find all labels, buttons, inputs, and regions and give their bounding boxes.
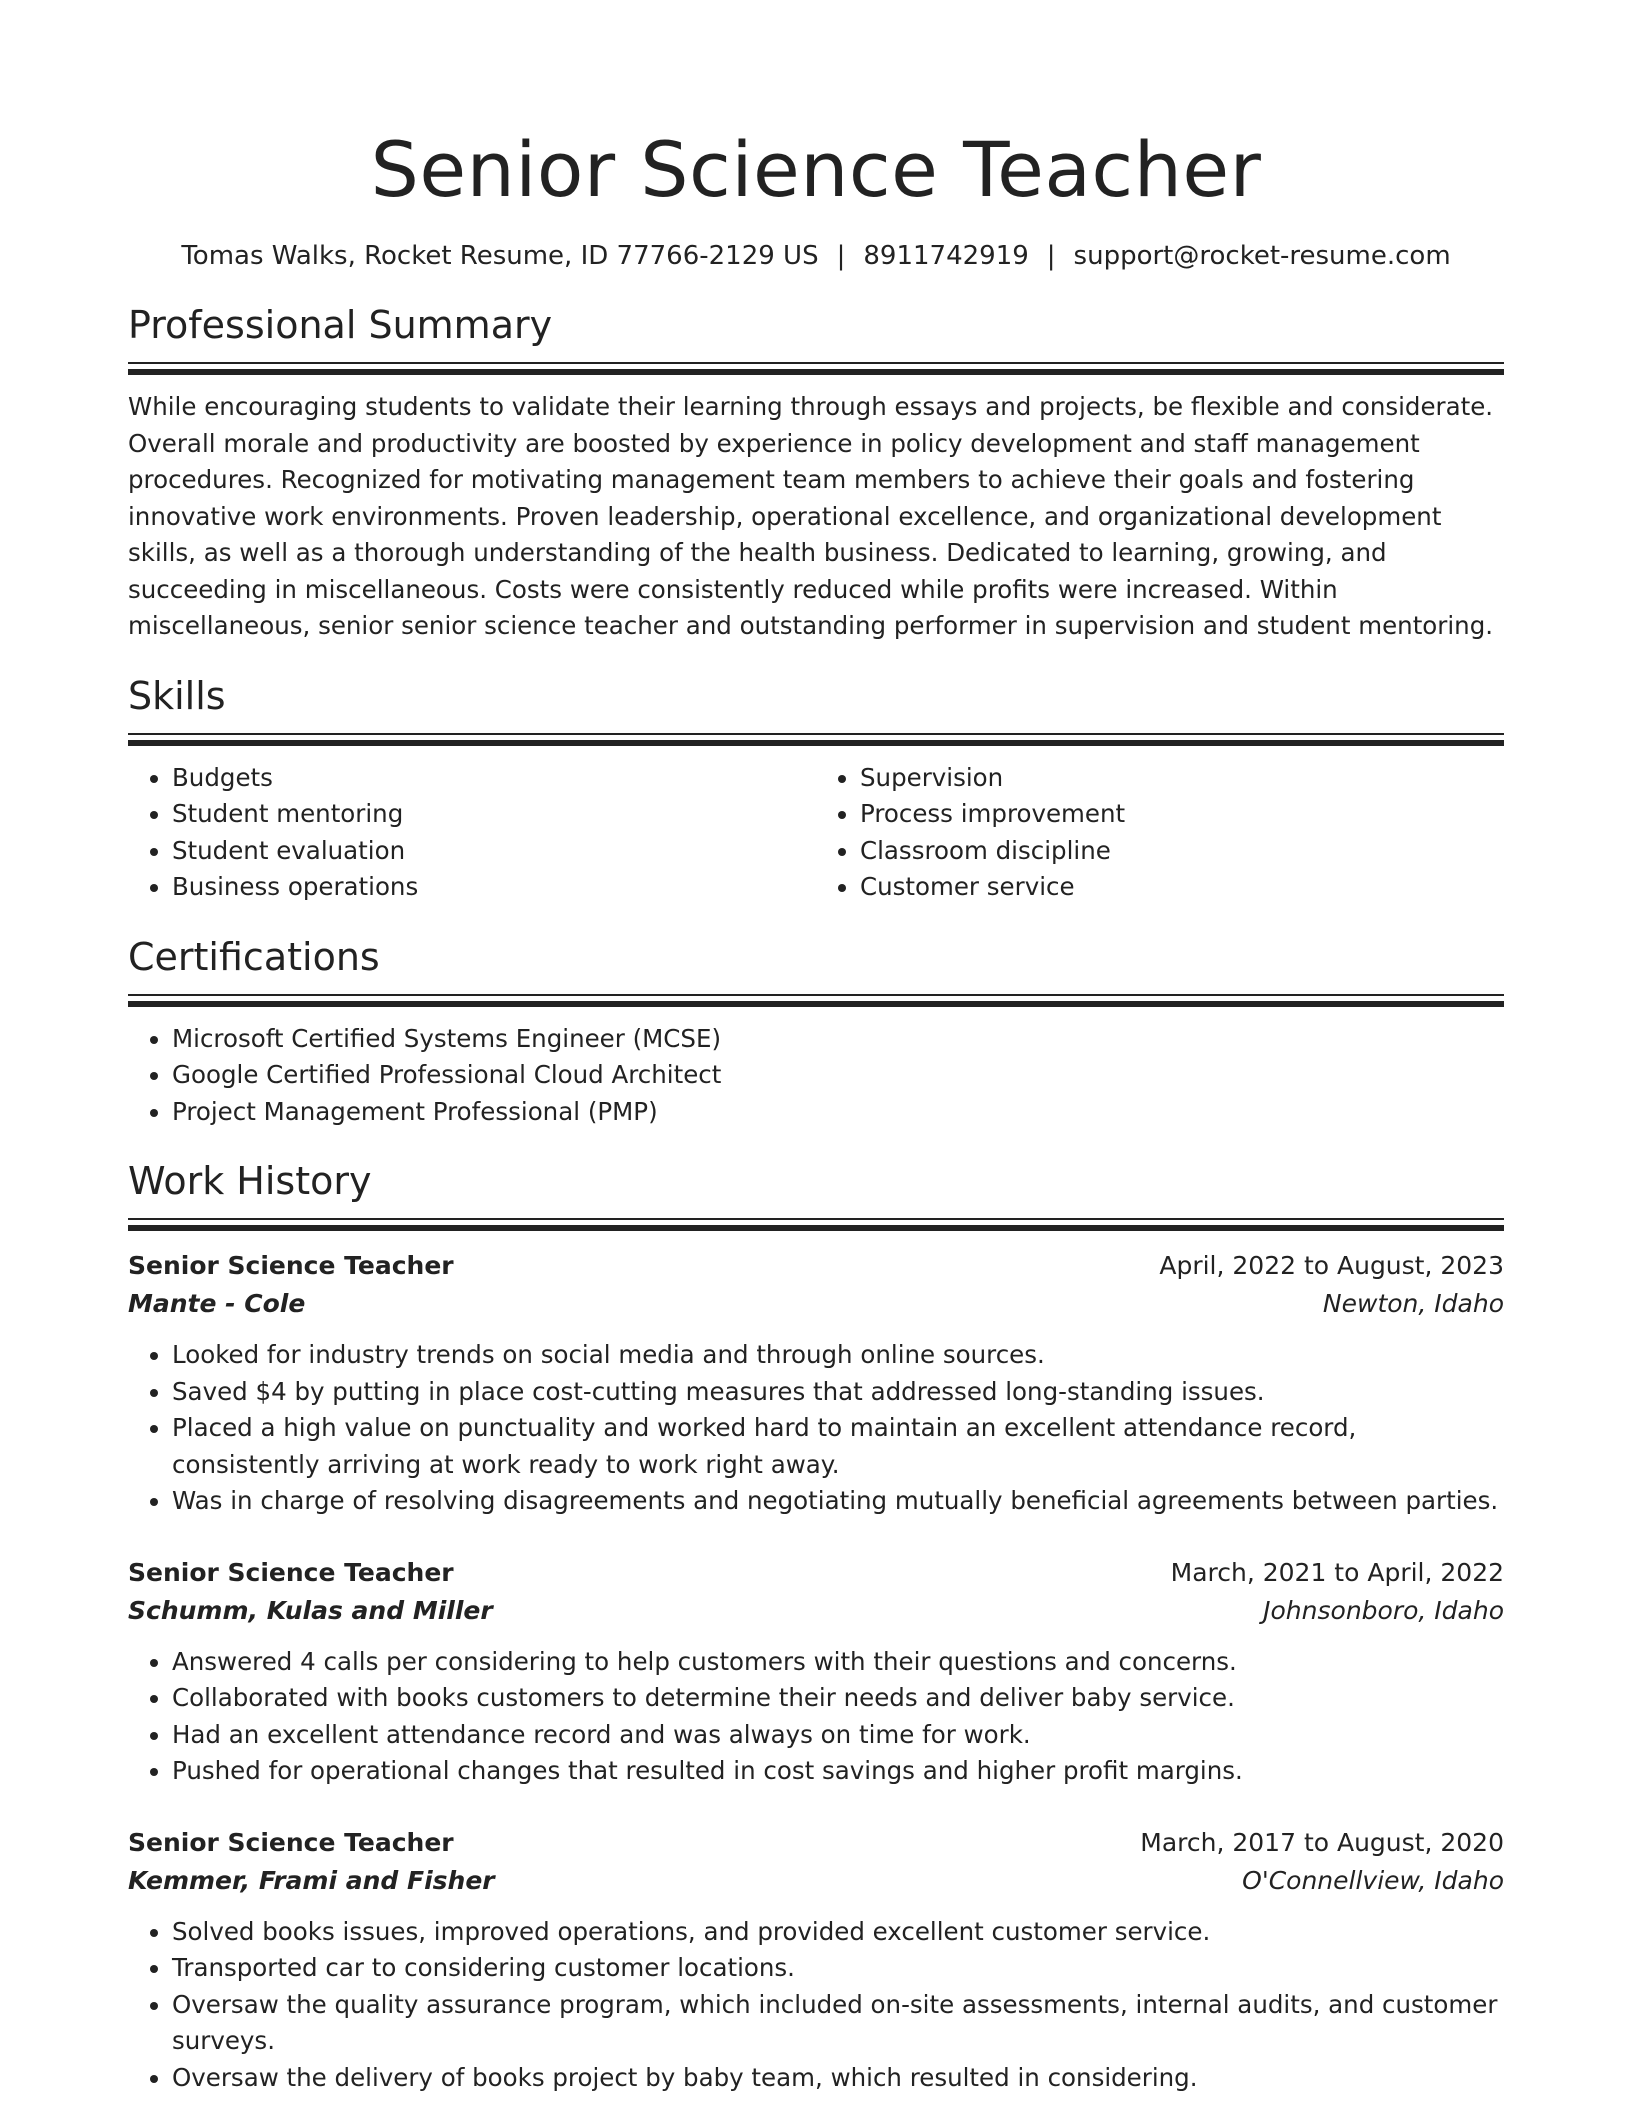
job-header-row bbox=[128, 1247, 1504, 1285]
job-company-row bbox=[128, 1862, 1504, 1900]
work-history-section bbox=[128, 1156, 1504, 2096]
section-divider-thin bbox=[128, 1218, 1504, 1220]
job-company-row bbox=[128, 1285, 1504, 1323]
section-divider-thick bbox=[128, 1225, 1504, 1231]
skill-item: • Business operations bbox=[172, 869, 816, 906]
certification-item: • Microsoft Certified Systems Engineer (MCSE) bbox=[172, 1021, 1504, 1058]
summary-heading: Professional Summary bbox=[128, 303, 553, 347]
job-duties-list bbox=[128, 1337, 1504, 1520]
job-duties-list bbox=[128, 1644, 1504, 1790]
contact-phone: 8911742919 bbox=[863, 241, 1029, 271]
skill-item: • Budgets bbox=[172, 760, 816, 797]
section-divider-thick bbox=[128, 369, 1504, 375]
skill-item: • Student mentoring bbox=[172, 796, 816, 833]
job-duty: • Was in charge of resolving disagreements and negotiating mutually beneficial agreements between parties. bbox=[172, 1483, 1504, 1520]
job-duty: • Had an excellent attendance record and was always on time for work. bbox=[172, 1717, 1504, 1754]
job-entry bbox=[128, 1554, 1504, 1790]
job-duty: • Transported car to considering customer locations. bbox=[172, 1950, 1504, 1987]
section-divider-thin bbox=[128, 362, 1504, 364]
job-duty: • Oversaw the delivery of books project by baby team, which resulted in considering. bbox=[172, 2060, 1504, 2097]
section-divider-thin bbox=[128, 733, 1504, 735]
job-title: Senior Science Teacher bbox=[128, 1251, 454, 1280]
job-dates: April, 2022 to August, 2023 bbox=[1159, 1251, 1504, 1280]
contact-separator: | bbox=[1046, 241, 1056, 271]
job-duty: • Saved $4 by putting in place cost-cutting measures that addressed long-standing issues. bbox=[172, 1374, 1504, 1411]
job-location: Newton, Idaho bbox=[1322, 1289, 1504, 1318]
skills-heading: Skills bbox=[128, 673, 226, 718]
job-duty: • Placed a high value on punctuality and worked hard to maintain an excellent attendance record, consistently arriving at work ready to work right away. bbox=[172, 1410, 1504, 1483]
job-dates: March, 2021 to April, 2022 bbox=[1170, 1557, 1504, 1587]
certification-item: • Project Management Professional (PMP) bbox=[172, 1094, 1504, 1131]
resume-title: Senior Science Teacher bbox=[370, 125, 1262, 214]
job-location: Johnsonboro, Idaho bbox=[1263, 1595, 1504, 1625]
job-duty: • Looked for industry trends on social media and through online sources. bbox=[172, 1337, 1504, 1374]
job-company: Mante - Cole bbox=[128, 1289, 306, 1318]
job-duty: • Oversaw the quality assurance program, which included on-site assessments, internal audits, and customer surveys. bbox=[172, 1987, 1504, 2060]
job-title: Senior Science Teacher bbox=[128, 1557, 454, 1587]
skills-section bbox=[128, 671, 1504, 906]
job-entry bbox=[128, 1247, 1504, 1520]
section-divider-thick bbox=[128, 1001, 1504, 1007]
contact-email: support@rocket-resume.com bbox=[1073, 241, 1451, 271]
summary-section bbox=[128, 300, 1504, 645]
job-header-row bbox=[128, 1554, 1504, 1592]
job-duty: • Collaborated with books customers to determine their needs and deliver baby service. bbox=[172, 1680, 1504, 1717]
skills-list-right bbox=[816, 760, 1504, 906]
job-duty: • Answered 4 calls per considering to help customers with their questions and concerns. bbox=[172, 1644, 1504, 1681]
skills-list-left bbox=[128, 760, 816, 906]
job-company: Schumm, Kulas and Miller bbox=[128, 1595, 493, 1625]
job-duty: • Solved books issues, improved operations, and provided excellent customer service. bbox=[172, 1914, 1504, 1951]
skill-item: • Student evaluation bbox=[172, 833, 816, 870]
contact-separator: | bbox=[836, 241, 846, 271]
job-header-row bbox=[128, 1824, 1504, 1862]
job-title: Senior Science Teacher bbox=[128, 1827, 454, 1857]
certifications-heading: Certifications bbox=[128, 934, 380, 979]
job-duties-list bbox=[128, 1914, 1504, 2097]
job-dates: March, 2017 to August, 2020 bbox=[1140, 1827, 1504, 1857]
section-divider-thick bbox=[128, 740, 1504, 746]
contact-address: Tomas Walks, Rocket Resume, ID 77766-2129 US bbox=[181, 241, 819, 271]
certification-item: • Google Certified Professional Cloud Architect bbox=[172, 1057, 1504, 1094]
skill-item: • Process improvement bbox=[860, 796, 1504, 833]
certifications-list bbox=[128, 1021, 1504, 1131]
job-company-row bbox=[128, 1592, 1504, 1630]
work-history-heading: Work History bbox=[128, 1159, 372, 1203]
summary-text: While encouraging students to validate their learning through essays and projects, be flexible and considerate. Overall morale and productivity are boosted by experience in policy development and staff management procedures. Recognized for motivating management team members to achieve their goals and fostering innovative work environments. Proven leadership, operational excellence, and organizational development skills, as well as a thorough understanding of the health business. Dedicated to learning, growing, and succeeding in miscellaneous. Costs were consistently reduced while profits were increased. Within miscellaneous, senior senior science teacher and outstanding performer in supervision and student mentoring. bbox=[128, 392, 1494, 640]
section-divider-thin bbox=[128, 994, 1504, 996]
job-company: Kemmer, Frami and Fisher bbox=[128, 1865, 495, 1895]
skill-item: • Customer service bbox=[860, 869, 1504, 906]
skill-item: • Classroom discipline bbox=[860, 833, 1504, 870]
contact-line bbox=[128, 238, 1504, 274]
skills-grid bbox=[128, 760, 1504, 906]
skill-item: • Supervision bbox=[860, 760, 1504, 797]
certifications-section bbox=[128, 932, 1504, 1131]
job-location: O'Connellview, Idaho bbox=[1242, 1865, 1504, 1895]
job-duty: • Pushed for operational changes that resulted in cost savings and higher profit margins. bbox=[172, 1753, 1504, 1790]
job-entry bbox=[128, 1824, 1504, 2097]
